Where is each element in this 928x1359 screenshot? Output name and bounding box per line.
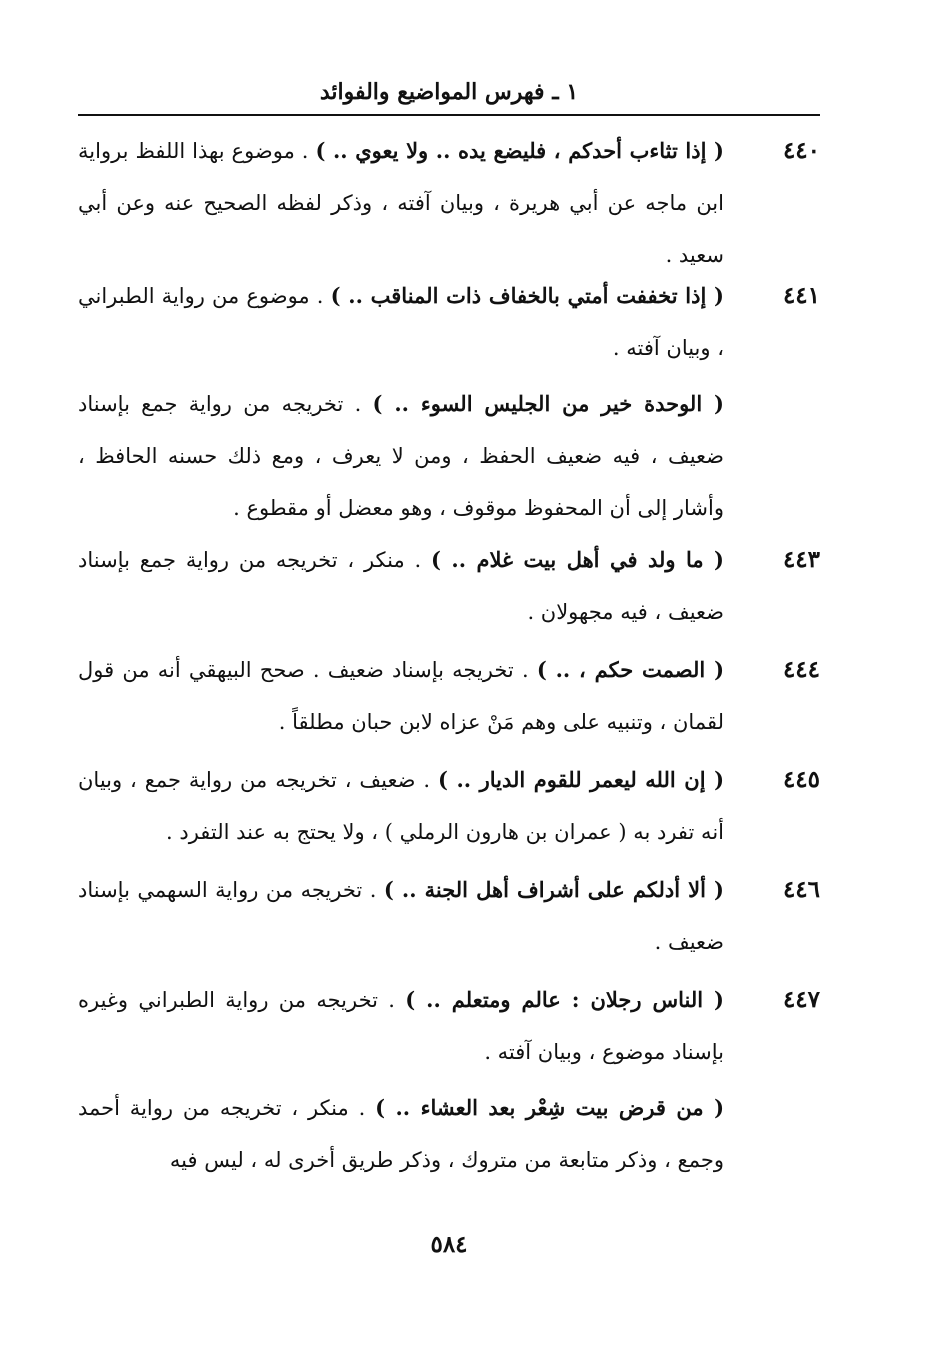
index-entry	[78, 644, 820, 754]
entry-commentary: . ضعيف ، تخريجه من رواية جمع ، وبيان أنه تفرد به ( عمران بن هارون الرملي ) ، ولا يحتج به عند التفرد .	[78, 768, 724, 844]
hadith-quote: ( إذا تخففت أمتي بالخفاف ذات المناقب .. )	[330, 283, 724, 308]
entry-commentary: . منكر ، تخريجه من رواية أحمد وجمع ، وذكر متابعة من متروك ، وذكر طريق أخرى له ، ليس فيه	[78, 1096, 724, 1172]
index-entry	[78, 378, 820, 538]
hadith-quote: ( الناس رجلان : عالم ومتعلم .. )	[405, 987, 724, 1012]
entry-commentary: . تخريجه من رواية السهمي بإسناد ضعيف .	[78, 878, 724, 954]
entry-commentary: . تخريجه بإسناد ضعيف . صحح البيهقي أنه من قول لقمان ، وتنبيه على وهم مَنْ عزاه لابن حبان مطلقاً .	[78, 658, 724, 734]
hadith-quote: ( ألا أدلكم على أشراف أهل الجنة .. )	[383, 877, 724, 902]
entry-number: ٤٤١	[782, 282, 820, 309]
entry-commentary: . منكر ، تخريجه من رواية جمع بإسناد ضعيف ، فيه مجهولان .	[78, 548, 724, 624]
entry-number: ٤٤٤	[782, 656, 820, 683]
entry-text	[78, 644, 724, 748]
entry-commentary: . تخريجه من رواية الطبراني وغيره بإسناد موضوع ، وبيان آفته .	[78, 988, 724, 1064]
index-entry	[78, 974, 820, 1084]
hadith-quote: ( من قرض بيت شِعْر بعد العشاء .. )	[375, 1095, 725, 1120]
hadith-quote: ( الصمت حكم ، .. )	[536, 657, 725, 682]
entry-commentary: . موضوع بهذا اللفظ برواية ابن ماجه عن أبي هريرة ، وبيان آفته ، وذكر لفظه الصحيح عنه وعن أبي سعيد .	[78, 139, 724, 267]
entry-number: ٤٤٧	[782, 986, 820, 1013]
entry-number: ٤٤٦	[782, 876, 820, 903]
entry-commentary: . موضوع من رواية الطبراني ، وبيان آفته .	[78, 284, 724, 360]
entry-text	[78, 864, 724, 968]
index-entry	[78, 125, 820, 285]
entry-text	[78, 378, 724, 534]
entry-text	[78, 754, 724, 858]
hadith-quote: ( الوحدة خير من الجليس السوء .. )	[372, 391, 724, 416]
entry-text	[78, 1082, 724, 1186]
entry-text	[78, 974, 724, 1078]
page-number: ٥٨٤	[430, 1231, 468, 1258]
entry-text	[78, 534, 724, 638]
entry-number: ٤٤٥	[782, 766, 820, 793]
entry-number: ٤٤٠	[782, 137, 820, 164]
entry-number: ٤٤٣	[782, 546, 820, 573]
hadith-quote: ( إن الله ليعمر للقوم الديار .. )	[437, 767, 725, 792]
index-entry	[78, 270, 820, 380]
hadith-quote: ( إذا تثاءب أحدكم ، فليضع يده .. ولا يعوي .. )	[315, 138, 724, 163]
hadith-quote: ( ما ولد في أهل بيت غلام .. )	[431, 547, 724, 572]
running-head: ١ ـ فهرس المواضيع والفوائد	[319, 79, 579, 105]
index-entry	[78, 534, 820, 644]
entry-commentary: . تخريجه من رواية جمع بإسناد ضعيف ، فيه ضعيف الحفظ ، ومن لا يعرف ، ومع ذلك حسنه الحافظ ، وأشار إلى أن المحفوظ موقوف ، وهو معضل أو مقطوع .	[78, 392, 724, 520]
entry-text	[78, 270, 724, 374]
index-entry	[78, 1082, 820, 1192]
entry-text	[78, 125, 724, 281]
index-entry	[78, 864, 820, 974]
header-rule	[78, 114, 820, 116]
index-entry	[78, 754, 820, 864]
